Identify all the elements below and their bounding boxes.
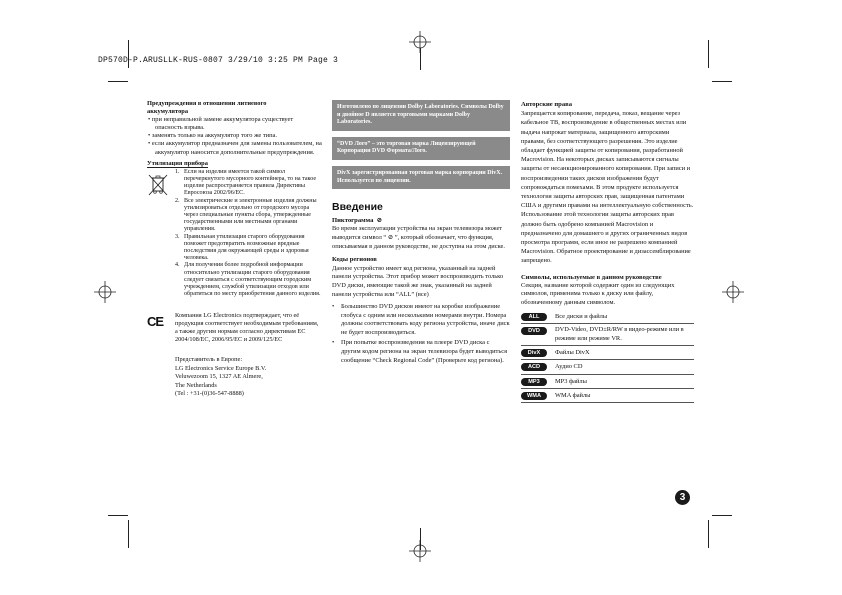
battery-heading-cont: аккумулятора — [147, 108, 189, 116]
crop-mark — [712, 81, 732, 82]
registration-mark-icon — [94, 281, 116, 303]
divx-badge-icon: DivX — [521, 349, 547, 357]
copyright-text: Запрещается копирование, передача, показ, вещание через кабельное ТВ, воспроизведение в общественных местах или выдача напрокат материала, защищенного авторскими правами, без соответствующего разрешения. Это изделие обладает функцией защиты от копирования, разработанной Macrovision. На некоторых дисках записываются сигналы защиты от несанкционированного копирования. При записи и воспроизведении таких дисков изображения будут сопровождаться помехами. В этом продукте используется технология защиты авторских прав, защищенная патентами США и другими правами на интеллектуальную собственность. Использование этой технологии защиты авторских прав должно быть одобрено компанией Macrovision и предназначено для домашнего и других ограниченных видов просмотра программ, если иное не разрешено компанией Macrovision. Обратное проектирование и дизассемблирование запрещено. — [521, 110, 694, 265]
copyright-heading: Авторские права — [521, 101, 572, 108]
symbol-row-all: ALL Все диски и файлы — [521, 310, 694, 324]
symbol-row-acd: ACD Аудио CD — [521, 360, 694, 374]
crop-mark — [712, 515, 732, 516]
symbols-heading: Символы, используемые в данном руководстве — [521, 273, 662, 281]
column-right — [521, 100, 694, 403]
license-box-dolby: Изготовлено по лицензии Dolby Laboratories. Символы Dolby и двойное D является торговыми марками Dolby Laboratories. — [332, 100, 510, 131]
disposal-item: 1. Если на изделии имеется такой символ перечеркнутого мусорного контейнера, то на такое изделие распространяется правила Директивы Евросоюза 2002/96/EC. — [175, 168, 317, 197]
symbols-intro: Секция, название которой содержит один из следующих символов, применима только к диску или файлу, обозначенному данным символом. — [521, 281, 675, 306]
ce-logo: CE — [147, 314, 164, 330]
intro-title: Введение — [332, 201, 383, 214]
symbol-row-wma: WMA WMA файлы — [521, 389, 694, 403]
crossed-bin-icon — [147, 173, 169, 197]
disposal-item: 4. Для получения более подробной информации относительно утилизации старого оборудования следует связаться с соответствующим городским учреждением, службой утилизации отходов или обратиться по месту приобретения данного изделия. — [175, 262, 321, 298]
crop-mark — [108, 515, 128, 516]
mp3-badge-icon: MP3 — [521, 378, 547, 386]
region-heading: Коды регионов — [332, 256, 377, 264]
crop-mark — [708, 520, 709, 548]
registration-mark-icon — [409, 540, 431, 562]
prohibited-icon: ⊘ — [376, 216, 383, 224]
region-bullet: • При попытке воспроизведения на плеере DVD диска с другим кодом региона на экран телевизора будет выводиться сообщение “Check Regional Code” (Проверьте код региона). — [332, 339, 508, 364]
region-text: Данное устройство имеет код региона, указанный на задней панели устройства. Этот прибор может воспроизводить только DVD диски, имеющие такой же знак, указанный на задней панели устройства или “ALL” (все) — [332, 264, 504, 298]
print-header: DP570D-P.ARUSLLK-RUS-0807 3/29/10 3:25 PM Page 3 — [98, 56, 339, 65]
pictogram-text: Во время эксплуатации устройства на экран телевизора может выводится символ “ ⊘ ”, который обозначает, что функция, описываемая в данном руководстве, не доступна на этом диске. — [332, 225, 505, 250]
battery-bullet: • при неправильной замене аккумулятора существует опасность взрыва. — [148, 116, 294, 132]
battery-heading: Предупреждения в отношении литиевого — [147, 100, 267, 107]
symbol-row-divx: DivX Файлы DivX — [521, 346, 694, 360]
acd-badge-icon: ACD — [521, 363, 547, 371]
crop-mark — [128, 40, 129, 68]
pictogram-heading: Пиктограмма — [332, 216, 374, 224]
symbol-row-mp3: MP3 MP3 файлы — [521, 375, 694, 389]
disposal-item: 2. Все электрические и электронные изделия должны утилизироваться отдельно от городского мусора через специальные пункты сбора, утвержденные государственными или местными органами управления. — [175, 197, 317, 233]
region-bullet: • Большинство DVD дисков имеют на коробке изображение глобуса с одним или несколькими номерами внутри. Номера должны соответствовать коду региона устройства, иначе диск не будет воспроизводиться. — [332, 303, 510, 336]
registration-mark-icon — [722, 281, 744, 303]
ce-text: Компания LG Electronics подтверждает, что её продукция соответствует необходимым требованиям, а также другим нормам согласно директивам EC 2004/108/EC, 2006/95/EC и 2009/125/EC — [175, 312, 319, 344]
all-badge-icon: ALL — [521, 313, 547, 321]
battery-bullet: • если аккумулятор предназначен для замены пользователем, на аккумулятор наносится дополнительные предупреждения. — [148, 140, 322, 156]
crop-mark — [108, 81, 128, 82]
wma-badge-icon: WMA — [521, 392, 547, 400]
dvd-badge-icon: DVD — [521, 327, 547, 335]
page-number: 3 — [675, 490, 690, 505]
license-box-divx: DivX зарегистрированная торговая марка корпорации DivX. Используется по лицензии. — [332, 166, 510, 189]
column-middle — [332, 100, 510, 365]
crop-mark — [708, 40, 709, 68]
crop-mark — [128, 520, 129, 548]
disposal-heading: Утилизация прибора — [147, 159, 208, 167]
license-box-dvd: “DVD Лого” – это торговая марка Лицензирующей Корпорации DVD Формата/Лого. — [332, 137, 510, 160]
disposal-item: 3. Правильная утилизация старого оборудования поможет предотвратить возможные вредные последствия для окружающей среды и здоровья человека. — [175, 233, 309, 262]
representative-block: Представитель в Европе: LG Electronics Service Europe B.V. Veluwezoom 15, 1327 AE Almere, The Netherlands (Tel : +31-(0)36-547-8888) — [175, 356, 267, 398]
registration-mark-icon — [409, 31, 431, 53]
battery-bullet: • заменять только на аккумулятор того же типа. — [148, 132, 277, 140]
column-left — [147, 100, 322, 399]
symbol-row-dvd: DVD DVD-Video, DVD±R/RW в видео-режиме или в режиме или режиме VR. — [521, 324, 694, 346]
